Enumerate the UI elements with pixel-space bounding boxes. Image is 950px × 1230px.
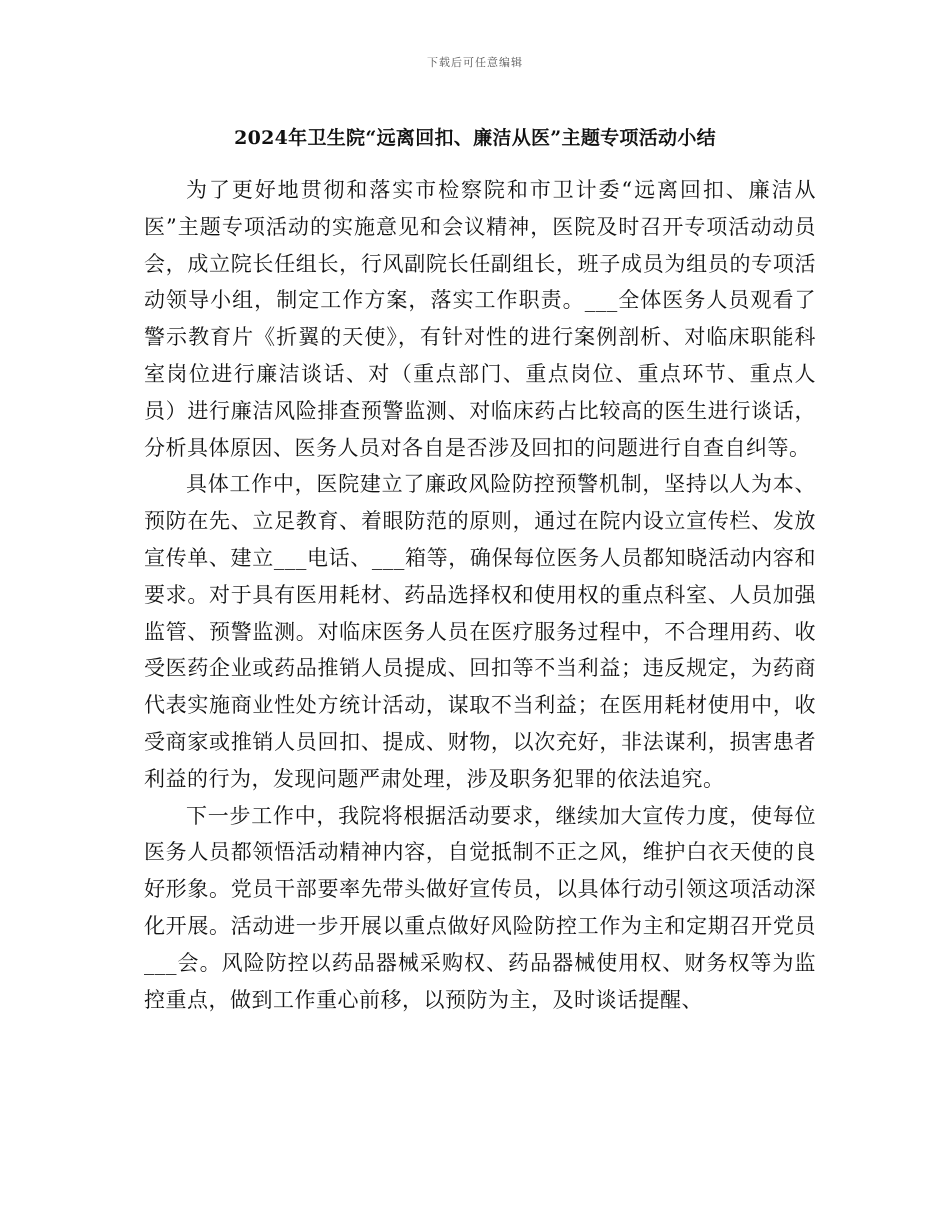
document-body [144,172,816,1018]
page-header-note: 下载后可任意编辑 [427,56,523,69]
document-title: 2024年卫生院“远离回扣、廉洁从医”主题专项活动小结 [234,127,716,149]
paragraph-1: 为了更好地贯彻和落实市检察院和市卫计委“远离回扣、廉洁从医”主题专项活动的实施意见和会议精神，医院及时召开专项活动动员会，成立院长任组长，行风副院长任副组长，班子成员为组员的专项活动领导小组，制定工作方案，落实工作职责。___全体医务人员观看了警示教育片《折翼的天使》，有针对性的进行案例剖析、对临床职能科室岗位进行廉洁谈话、对（重点部门、重点岗位、重点环节、重点人员）进行廉洁风险排查预警监测、对临床药占比较高的医生进行谈话，分析具体原因、医务人员对各自是否涉及回扣的问题进行自查自纠等。 [144,178,816,460]
paragraph-3: 下一步工作中，我院将根据活动要求，继续加大宣传力度，使每位医务人员都领悟活动精神内容，自觉抵制不正之风，维护白衣天使的良好形象。党员干部要率先带头做好宣传员，以具体行动引领这项活动深化开展。活动进一步开展以重点做好风险防控工作为主和定期召开党员___会。风险防控以药品器械采购权、药品器械使用权、财务权等为监控重点，做到工作重心前移，以预防为主，及时谈话提醒、 [144,803,816,1012]
paragraph-2: 具体工作中，医院建立了廉政风险防控预警机制，坚持以人为本、预防在先、立足教育、着眼防范的原则，通过在院内设立宣传栏、发放宣传单、建立___电话、___箱等，确保每位医务人员都知晓活动内容和要求。对于具有医用耗材、药品选择权和使用权的重点科室、人员加强监管、预警监测。对临床医务人员在医疗服务过程中，不合理用药、收受医药企业或药品推销人员提成、回扣等不当利益；违反规定，为药商代表实施商业性处方统计活动，谋取不当利益；在医用耗材使用中，收受商家或推销人员回扣、提成、财物，以次充好，非法谋利，损害患者利益的行为，发现问题严肃处理，涉及职务犯罪的依法追究。 [144,472,816,791]
